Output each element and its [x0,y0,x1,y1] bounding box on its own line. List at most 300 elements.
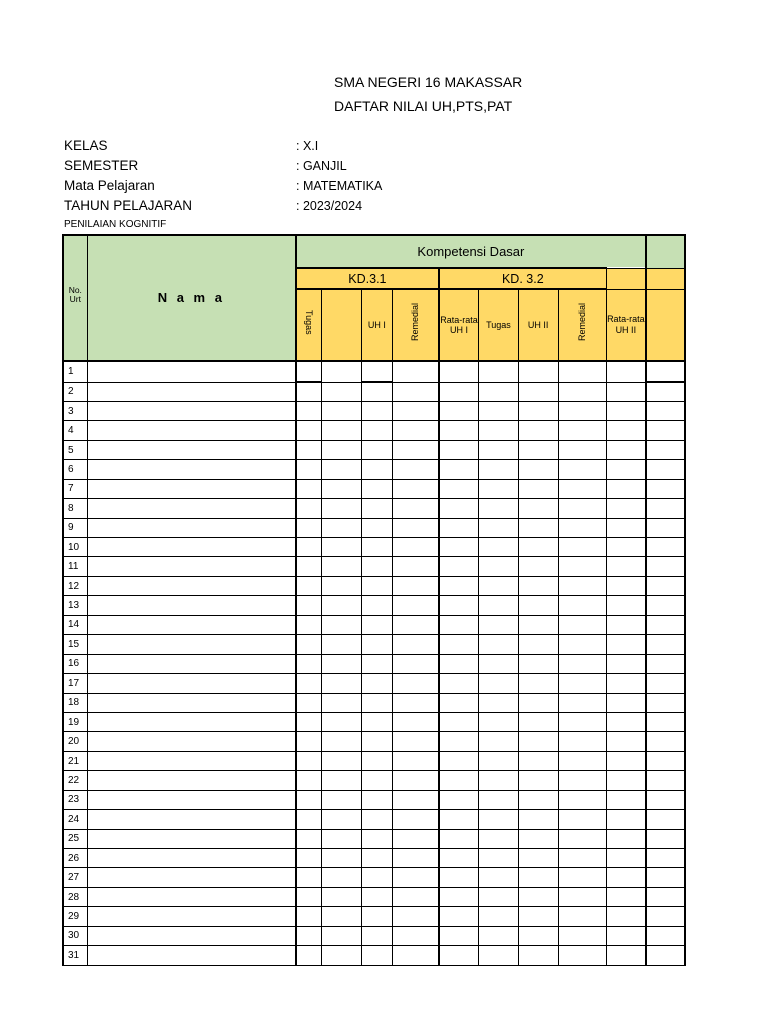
score-cell[interactable] [646,382,685,401]
score-cell[interactable] [296,810,321,829]
score-cell[interactable] [321,946,361,965]
score-cell[interactable] [558,421,606,440]
score-cell[interactable] [558,810,606,829]
score-cell[interactable] [646,557,685,576]
score-cell[interactable] [558,538,606,557]
score-cell[interactable] [439,907,479,926]
score-cell[interactable] [439,596,479,615]
score-cell[interactable] [606,499,645,518]
score-cell[interactable] [393,751,439,770]
score-cell[interactable] [606,538,645,557]
score-cell[interactable] [518,635,558,654]
score-cell[interactable] [296,421,321,440]
score-cell[interactable] [361,361,392,382]
score-cell[interactable] [558,382,606,401]
score-cell[interactable] [393,440,439,459]
score-cell[interactable] [393,538,439,557]
score-cell[interactable] [518,557,558,576]
score-cell[interactable] [296,829,321,848]
score-cell[interactable] [321,635,361,654]
score-cell[interactable] [439,674,479,693]
score-cell[interactable] [646,654,685,673]
score-cell[interactable] [439,868,479,887]
score-cell[interactable] [321,479,361,498]
nama-cell[interactable] [87,440,296,459]
score-cell[interactable] [518,849,558,868]
score-cell[interactable] [518,907,558,926]
score-cell[interactable] [558,732,606,751]
score-cell[interactable] [439,361,479,382]
score-cell[interactable] [321,732,361,751]
score-cell[interactable] [479,499,518,518]
score-cell[interactable] [606,518,645,537]
score-cell[interactable] [321,557,361,576]
score-cell[interactable] [479,829,518,848]
score-cell[interactable] [479,401,518,420]
score-cell[interactable] [296,868,321,887]
score-cell[interactable] [321,751,361,770]
score-cell[interactable] [558,868,606,887]
score-cell[interactable] [646,907,685,926]
score-cell[interactable] [518,518,558,537]
score-cell[interactable] [606,654,645,673]
score-cell[interactable] [646,810,685,829]
nama-cell[interactable] [87,771,296,790]
score-cell[interactable] [558,926,606,945]
score-cell[interactable] [646,518,685,537]
score-cell[interactable] [646,829,685,848]
score-cell[interactable] [479,615,518,634]
score-cell[interactable] [361,771,392,790]
score-cell[interactable] [646,926,685,945]
score-cell[interactable] [558,946,606,965]
score-cell[interactable] [361,401,392,420]
nama-cell[interactable] [87,751,296,770]
score-cell[interactable] [479,810,518,829]
score-cell[interactable] [439,946,479,965]
score-cell[interactable] [439,421,479,440]
score-cell[interactable] [479,557,518,576]
score-cell[interactable] [606,946,645,965]
nama-cell[interactable] [87,479,296,498]
score-cell[interactable] [321,693,361,712]
score-cell[interactable] [393,712,439,731]
nama-cell[interactable] [87,361,296,382]
score-cell[interactable] [558,635,606,654]
score-cell[interactable] [518,829,558,848]
nama-cell[interactable] [87,868,296,887]
score-cell[interactable] [479,712,518,731]
score-cell[interactable] [393,810,439,829]
score-cell[interactable] [393,829,439,848]
score-cell[interactable] [439,615,479,634]
score-cell[interactable] [439,790,479,809]
score-cell[interactable] [393,926,439,945]
score-cell[interactable] [479,771,518,790]
score-cell[interactable] [296,887,321,906]
score-cell[interactable] [558,401,606,420]
score-cell[interactable] [296,382,321,401]
score-cell[interactable] [646,635,685,654]
score-cell[interactable] [558,849,606,868]
nama-cell[interactable] [87,946,296,965]
score-cell[interactable] [606,460,645,479]
score-cell[interactable] [606,576,645,595]
score-cell[interactable] [606,596,645,615]
score-cell[interactable] [393,635,439,654]
score-cell[interactable] [296,460,321,479]
nama-cell[interactable] [87,654,296,673]
score-cell[interactable] [646,887,685,906]
score-cell[interactable] [321,499,361,518]
score-cell[interactable] [393,693,439,712]
score-cell[interactable] [361,732,392,751]
score-cell[interactable] [558,361,606,382]
score-cell[interactable] [518,596,558,615]
score-cell[interactable] [393,576,439,595]
score-cell[interactable] [296,440,321,459]
score-cell[interactable] [361,538,392,557]
nama-cell[interactable] [87,615,296,634]
score-cell[interactable] [361,712,392,731]
score-cell[interactable] [646,421,685,440]
score-cell[interactable] [518,887,558,906]
score-cell[interactable] [439,518,479,537]
score-cell[interactable] [606,829,645,848]
score-cell[interactable] [361,382,392,401]
score-cell[interactable] [439,751,479,770]
score-cell[interactable] [518,615,558,634]
nama-cell[interactable] [87,926,296,945]
score-cell[interactable] [518,576,558,595]
score-cell[interactable] [361,751,392,770]
score-cell[interactable] [296,771,321,790]
score-cell[interactable] [606,361,645,382]
score-cell[interactable] [393,868,439,887]
score-cell[interactable] [606,849,645,868]
score-cell[interactable] [518,382,558,401]
score-cell[interactable] [558,479,606,498]
score-cell[interactable] [518,499,558,518]
score-cell[interactable] [439,382,479,401]
score-cell[interactable] [393,771,439,790]
score-cell[interactable] [321,361,361,382]
score-cell[interactable] [646,479,685,498]
nama-cell[interactable] [87,518,296,537]
score-cell[interactable] [321,674,361,693]
score-cell[interactable] [646,440,685,459]
score-cell[interactable] [606,479,645,498]
score-cell[interactable] [439,829,479,848]
score-cell[interactable] [361,518,392,537]
score-cell[interactable] [361,499,392,518]
score-cell[interactable] [518,693,558,712]
score-cell[interactable] [321,868,361,887]
score-cell[interactable] [321,829,361,848]
score-cell[interactable] [296,674,321,693]
score-cell[interactable] [479,790,518,809]
score-cell[interactable] [606,401,645,420]
score-cell[interactable] [518,361,558,382]
score-cell[interactable] [518,674,558,693]
score-cell[interactable] [361,440,392,459]
score-cell[interactable] [518,479,558,498]
score-cell[interactable] [646,361,685,382]
score-cell[interactable] [321,654,361,673]
nama-cell[interactable] [87,790,296,809]
score-cell[interactable] [439,732,479,751]
score-cell[interactable] [646,460,685,479]
score-cell[interactable] [393,401,439,420]
score-cell[interactable] [393,596,439,615]
score-cell[interactable] [296,849,321,868]
score-cell[interactable] [439,810,479,829]
score-cell[interactable] [606,887,645,906]
nama-cell[interactable] [87,849,296,868]
score-cell[interactable] [361,460,392,479]
score-cell[interactable] [606,868,645,887]
nama-cell[interactable] [87,674,296,693]
score-cell[interactable] [518,790,558,809]
score-cell[interactable] [393,732,439,751]
score-cell[interactable] [321,907,361,926]
score-cell[interactable] [558,674,606,693]
score-cell[interactable] [361,596,392,615]
score-cell[interactable] [321,440,361,459]
score-cell[interactable] [479,946,518,965]
score-cell[interactable] [558,693,606,712]
score-cell[interactable] [646,790,685,809]
score-cell[interactable] [393,518,439,537]
score-cell[interactable] [518,440,558,459]
score-cell[interactable] [518,868,558,887]
score-cell[interactable] [646,538,685,557]
score-cell[interactable] [558,499,606,518]
score-cell[interactable] [296,615,321,634]
score-cell[interactable] [479,576,518,595]
score-cell[interactable] [606,382,645,401]
score-cell[interactable] [296,361,321,382]
score-cell[interactable] [479,732,518,751]
score-cell[interactable] [646,499,685,518]
score-cell[interactable] [646,751,685,770]
score-cell[interactable] [558,654,606,673]
score-cell[interactable] [393,361,439,382]
score-cell[interactable] [361,557,392,576]
score-cell[interactable] [646,693,685,712]
score-cell[interactable] [439,499,479,518]
score-cell[interactable] [321,538,361,557]
score-cell[interactable] [361,868,392,887]
score-cell[interactable] [518,926,558,945]
score-cell[interactable] [439,887,479,906]
score-cell[interactable] [361,674,392,693]
score-cell[interactable] [321,615,361,634]
score-cell[interactable] [646,712,685,731]
score-cell[interactable] [321,771,361,790]
score-cell[interactable] [296,518,321,537]
nama-cell[interactable] [87,460,296,479]
nama-cell[interactable] [87,693,296,712]
score-cell[interactable] [439,401,479,420]
score-cell[interactable] [439,635,479,654]
nama-cell[interactable] [87,576,296,595]
score-cell[interactable] [296,576,321,595]
score-cell[interactable] [646,732,685,751]
score-cell[interactable] [296,693,321,712]
score-cell[interactable] [558,887,606,906]
score-cell[interactable] [439,712,479,731]
nama-cell[interactable] [87,382,296,401]
score-cell[interactable] [606,635,645,654]
nama-cell[interactable] [87,596,296,615]
score-cell[interactable] [296,538,321,557]
score-cell[interactable] [558,518,606,537]
score-cell[interactable] [439,557,479,576]
score-cell[interactable] [606,732,645,751]
nama-cell[interactable] [87,401,296,420]
nama-cell[interactable] [87,712,296,731]
score-cell[interactable] [393,654,439,673]
nama-cell[interactable] [87,538,296,557]
score-cell[interactable] [361,810,392,829]
score-cell[interactable] [361,887,392,906]
score-cell[interactable] [361,615,392,634]
score-cell[interactable] [321,596,361,615]
score-cell[interactable] [321,810,361,829]
score-cell[interactable] [558,829,606,848]
score-cell[interactable] [296,557,321,576]
score-cell[interactable] [361,693,392,712]
score-cell[interactable] [606,771,645,790]
score-cell[interactable] [518,946,558,965]
nama-cell[interactable] [87,887,296,906]
score-cell[interactable] [479,460,518,479]
nama-cell[interactable] [87,635,296,654]
score-cell[interactable] [439,849,479,868]
score-cell[interactable] [479,440,518,459]
score-cell[interactable] [393,460,439,479]
score-cell[interactable] [558,751,606,770]
score-cell[interactable] [479,887,518,906]
score-cell[interactable] [296,907,321,926]
score-cell[interactable] [361,849,392,868]
score-cell[interactable] [558,557,606,576]
score-cell[interactable] [479,674,518,693]
score-cell[interactable] [439,771,479,790]
score-cell[interactable] [321,382,361,401]
score-cell[interactable] [518,538,558,557]
score-cell[interactable] [296,401,321,420]
score-cell[interactable] [646,401,685,420]
score-cell[interactable] [479,654,518,673]
score-cell[interactable] [646,615,685,634]
score-cell[interactable] [439,926,479,945]
score-cell[interactable] [646,946,685,965]
score-cell[interactable] [296,712,321,731]
score-cell[interactable] [361,576,392,595]
score-cell[interactable] [361,790,392,809]
score-cell[interactable] [558,790,606,809]
score-cell[interactable] [361,926,392,945]
score-cell[interactable] [296,790,321,809]
score-cell[interactable] [646,849,685,868]
score-cell[interactable] [479,538,518,557]
score-cell[interactable] [393,382,439,401]
score-cell[interactable] [296,499,321,518]
score-cell[interactable] [439,460,479,479]
score-cell[interactable] [393,790,439,809]
score-cell[interactable] [296,654,321,673]
score-cell[interactable] [321,401,361,420]
score-cell[interactable] [558,596,606,615]
score-cell[interactable] [479,635,518,654]
nama-cell[interactable] [87,557,296,576]
score-cell[interactable] [479,868,518,887]
score-cell[interactable] [439,693,479,712]
score-cell[interactable] [296,751,321,770]
score-cell[interactable] [439,440,479,459]
score-cell[interactable] [558,460,606,479]
score-cell[interactable] [393,557,439,576]
score-cell[interactable] [321,460,361,479]
score-cell[interactable] [606,751,645,770]
score-cell[interactable] [558,440,606,459]
score-cell[interactable] [606,557,645,576]
score-cell[interactable] [479,479,518,498]
score-cell[interactable] [296,479,321,498]
score-cell[interactable] [518,654,558,673]
score-cell[interactable] [606,810,645,829]
score-cell[interactable] [606,790,645,809]
score-cell[interactable] [606,907,645,926]
score-cell[interactable] [321,712,361,731]
nama-cell[interactable] [87,732,296,751]
score-cell[interactable] [361,946,392,965]
score-cell[interactable] [321,576,361,595]
score-cell[interactable] [646,576,685,595]
score-cell[interactable] [321,926,361,945]
score-cell[interactable] [439,576,479,595]
score-cell[interactable] [393,887,439,906]
nama-cell[interactable] [87,499,296,518]
score-cell[interactable] [439,538,479,557]
score-cell[interactable] [479,518,518,537]
score-cell[interactable] [646,674,685,693]
score-cell[interactable] [606,615,645,634]
score-cell[interactable] [479,693,518,712]
score-cell[interactable] [518,732,558,751]
score-cell[interactable] [296,596,321,615]
nama-cell[interactable] [87,829,296,848]
nama-cell[interactable] [87,907,296,926]
score-cell[interactable] [439,479,479,498]
score-cell[interactable] [558,771,606,790]
score-cell[interactable] [296,732,321,751]
score-cell[interactable] [558,907,606,926]
score-cell[interactable] [558,712,606,731]
score-cell[interactable] [393,421,439,440]
score-cell[interactable] [393,479,439,498]
score-cell[interactable] [558,615,606,634]
score-cell[interactable] [321,421,361,440]
score-cell[interactable] [518,810,558,829]
score-cell[interactable] [321,790,361,809]
score-cell[interactable] [393,849,439,868]
score-cell[interactable] [361,479,392,498]
score-cell[interactable] [393,615,439,634]
score-cell[interactable] [518,460,558,479]
